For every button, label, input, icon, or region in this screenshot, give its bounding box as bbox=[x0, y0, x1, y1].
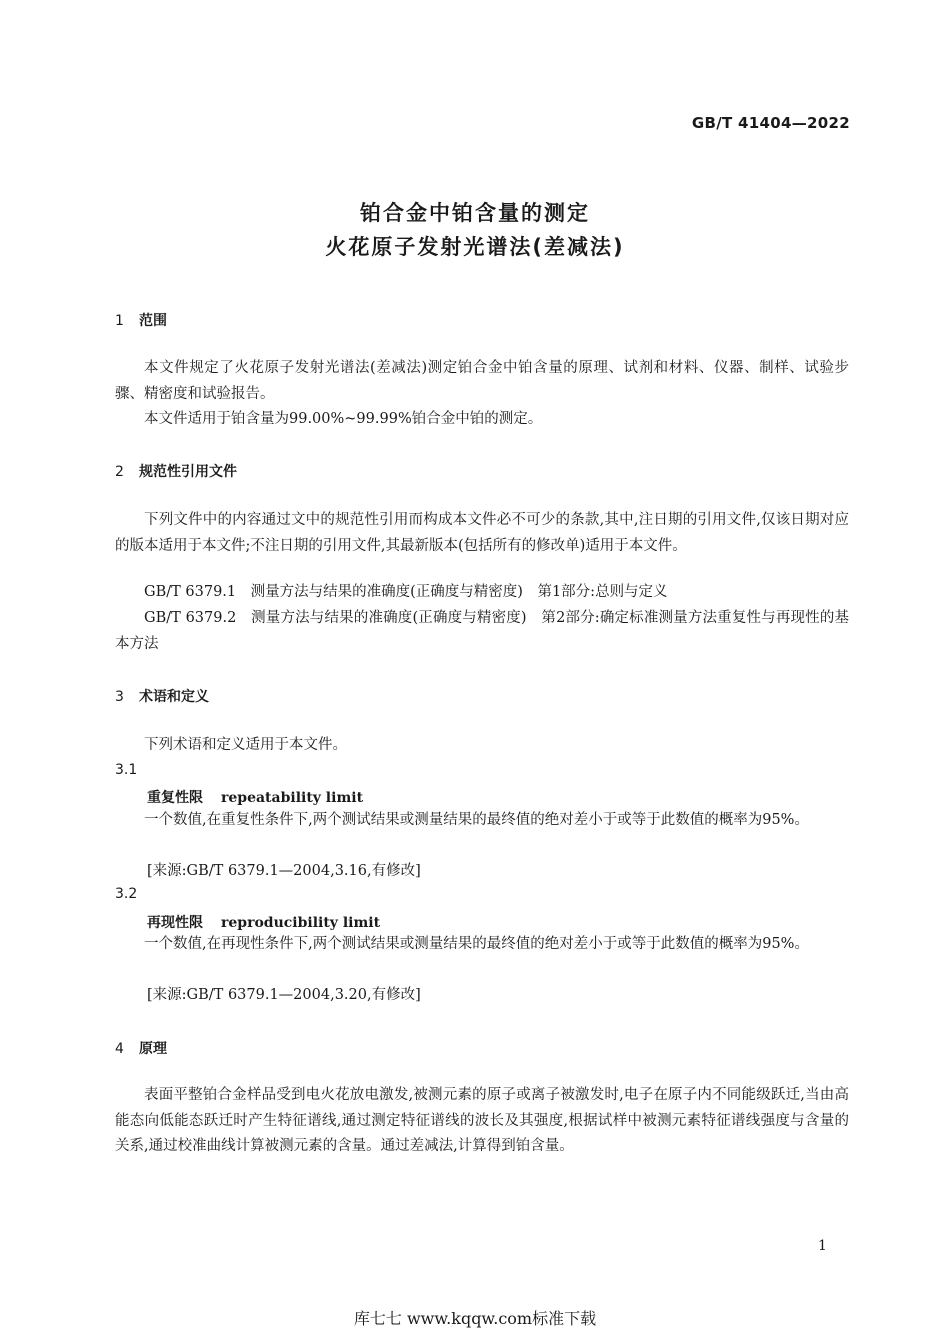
section-4-heading bbox=[115, 1038, 167, 1058]
section-1-heading bbox=[115, 310, 167, 330]
term-3-2-heading bbox=[147, 912, 380, 932]
term-3-1-definition: 一个数值,在重复性条件下,两个测试结果或测量结果的最终值的绝对差小于或等于此数值的概率为95%。 bbox=[144, 812, 809, 828]
section-3-intro: 下列术语和定义适用于本文件。 bbox=[144, 737, 347, 753]
section-2-paragraph-1: 下列文件中的内容通过文中的规范性引用而构成本文件必不可少的条款,其中,注日期的引用文件,仅该日期对应的版本适用于本文件;不注日期的引用文件,其最新版本(包括所有的修改单)适用于本文件。 bbox=[115, 512, 849, 554]
term-3-1-number: 3.1 bbox=[115, 762, 138, 778]
document-title-line1: 铂合金中铂含量的测定 bbox=[360, 201, 590, 225]
standard-code: GB/T 41404—2022 bbox=[691, 114, 850, 132]
page-number: 1 bbox=[818, 1238, 827, 1254]
term-3-1-source: [来源:GB/T 6379.1—2004,3.16,有修改] bbox=[147, 863, 421, 879]
section-1-paragraph-1: 本文件规定了火花原子发射光谱法(差减法)测定铂合金中铂含量的原理、试剂和材料、仪器、制样、试验步骤、精密度和试验报告。 bbox=[115, 360, 849, 402]
term-3-2-definition: 一个数值,在再现性条件下,两个测试结果或测量结果的最终值的绝对差小于或等于此数值的概率为95%。 bbox=[144, 936, 809, 952]
section-title: 规范性引用文件 bbox=[139, 464, 237, 480]
section-number: 2 bbox=[115, 464, 124, 480]
term-3-2-number: 3.2 bbox=[115, 886, 138, 902]
section-title: 范围 bbox=[139, 313, 167, 329]
term-3-2-source: [来源:GB/T 6379.1—2004,3.20,有修改] bbox=[147, 987, 421, 1003]
reference-gbt-6379-1: GB/T 6379.1 测量方法与结果的准确度(正确度与精密度) 第1部分:总则与定义 bbox=[144, 584, 668, 600]
footer-watermark: 库七七 www.kqqw.com标准下载 bbox=[353, 1309, 597, 1328]
section-number: 1 bbox=[115, 313, 124, 329]
section-number: 4 bbox=[115, 1041, 124, 1057]
section-number: 3 bbox=[115, 689, 124, 705]
term-english: repeatability limit bbox=[221, 790, 364, 806]
term-english: reproducibility limit bbox=[221, 915, 381, 931]
term-3-1-heading bbox=[147, 787, 363, 807]
document-title-line2: 火花原子发射光谱法(差减法) bbox=[325, 235, 625, 259]
term-chinese: 重复性限 bbox=[147, 790, 203, 806]
section-title: 原理 bbox=[139, 1041, 167, 1057]
section-2-heading bbox=[115, 461, 237, 481]
term-chinese: 再现性限 bbox=[147, 915, 203, 931]
section-1-paragraph-2: 本文件适用于铂含量为99.00%~99.99%铂合金中铂的测定。 bbox=[144, 411, 543, 427]
section-title: 术语和定义 bbox=[139, 689, 209, 705]
section-3-heading bbox=[115, 686, 209, 706]
section-4-paragraph-1: 表面平整铂合金样品受到电火花放电激发,被测元素的原子或离子被激发时,电子在原子内不同能级跃迁,当由高能态向低能态跃迁时产生特征谱线,通过测定特征谱线的波长及其强度,根据试样中被测元素特征谱线强度与含量的关系,通过校准曲线计算被测元素的含量。通过差减法,计算得到铂含量。 bbox=[115, 1087, 849, 1154]
reference-gbt-6379-2: GB/T 6379.2 测量方法与结果的准确度(正确度与精密度) 第2部分:确定标准测量方法重复性与再现性的基本方法 bbox=[115, 610, 849, 652]
